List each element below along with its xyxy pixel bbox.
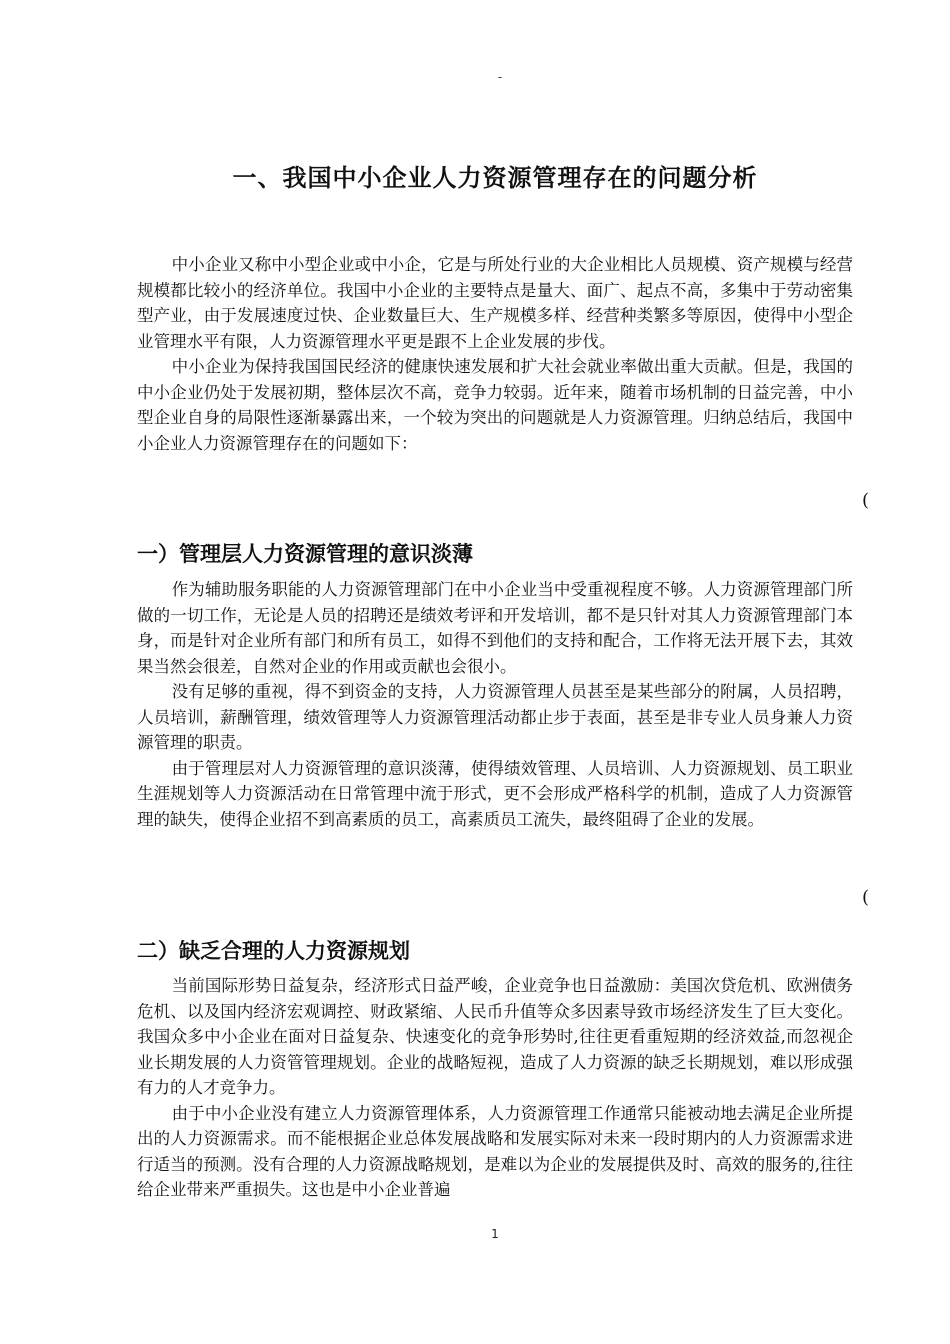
paragraph: 由于管理层对人力资源管理的意识淡薄，使得绩效管理、人员培训、人力资源规划、员工职业生涯规划等人力资源活动在日常管理中流于形式，更不会形成严格科学的机制，造成了人力资源管理的缺失，使得企业招不到高素质的员工，高素质员工流失，最终阻碍了企业的发展。 [137,758,853,829]
paren-mark: ( [862,887,870,908]
paragraph: 由于中小企业没有建立人力资源管理体系，人力资源管理工作通常只能被动地去满足企业所提出的人力资源需求。而不能根据企业总体发展战略和发展实际对未来一段时期内的人力资源需求进行适当的预测。没有合理的人力资源战略规划，是难以为企业的发展提供及时、高效的服务的,往往给企业带来严重损失。这也是中小企业普遍 [137,1103,853,1199]
paragraph: 中小企业又称中小型企业或中小企，它是与所处行业的大企业相比人员规模、资产规模与经营规模都比较小的经济单位。我国中小企业的主要特点是量大、面广、起点不高，多集中于劳动密集型产业，由于发展速度过快、企业数量巨大、生产规模多样、经营种类繁多等原因，使得中小型企业管理水平有限，人力资源管理水平更是跟不上企业发展的步伐。 [137,255,853,351]
page-title: 一、我国中小企业人力资源管理存在的问题分析 [232,164,758,192]
section-1-body [137,577,853,832]
paren-mark: ( [862,490,870,511]
section-heading-1: 一）管理层人力资源管理的意识淡薄 [137,542,473,566]
paragraph: 作为辅助服务职能的人力资源管理部门在中小企业当中受重视程度不够。人力资源管理部门所做的一切工作，无论是人员的招聘还是绩效考评和开发培训，都不是只针对其人力资源管理部门本身，而是针对企业所有部门和所有员工，如得不到他们的支持和配合，工作将无法开展下去，其效果当然会很差，自然对企业的作用或贡献也会很小。 [137,580,853,676]
section-2-body [137,973,853,1203]
paragraph: 中小企业为保持我国国民经济的健康快速发展和扩大社会就业率做出重大贡献。但是，我国的中小企业仍处于发展初期，整体层次不高，竞争力较弱。近年来，随着市场机制的日益完善，中小型企业自身的局限性逐渐暴露出来，一个较为突出的问题就是人力资源管理。归纳总结后，我国中小企业人力资源管理存在的问题如下： [137,357,853,453]
intro-section [137,252,853,456]
page-number: 1 [491,1227,499,1241]
paragraph: 没有足够的重视，得不到资金的支持，人力资源管理人员甚至是某些部分的附属，人员招聘，人员培训，薪酬管理，绩效管理等人力资源管理活动都止步于表面，甚至是非专业人员身兼人力资源管理的职责。 [137,682,853,752]
paragraph: 当前国际形势日益复杂，经济形式日益严峻，企业竞争也日益激励：美国次贷危机、欧洲债务危机、以及国内经济宏观调控、财政紧缩、人民币升值等众多因素导致市场经济发生了巨大变化。我国众多中小企业在面对日益复杂、快速变化的竞争形势时,往往更看重短期的经济效益,而忽视企业长期发展的人力资管管理规划。企业的战略短视，造成了人力资源的缺乏长期规划，难以形成强有力的人才竞争力。 [137,976,853,1097]
section-heading-2: 二）缺乏合理的人力资源规划 [137,939,410,963]
header-mark: - [497,70,503,84]
